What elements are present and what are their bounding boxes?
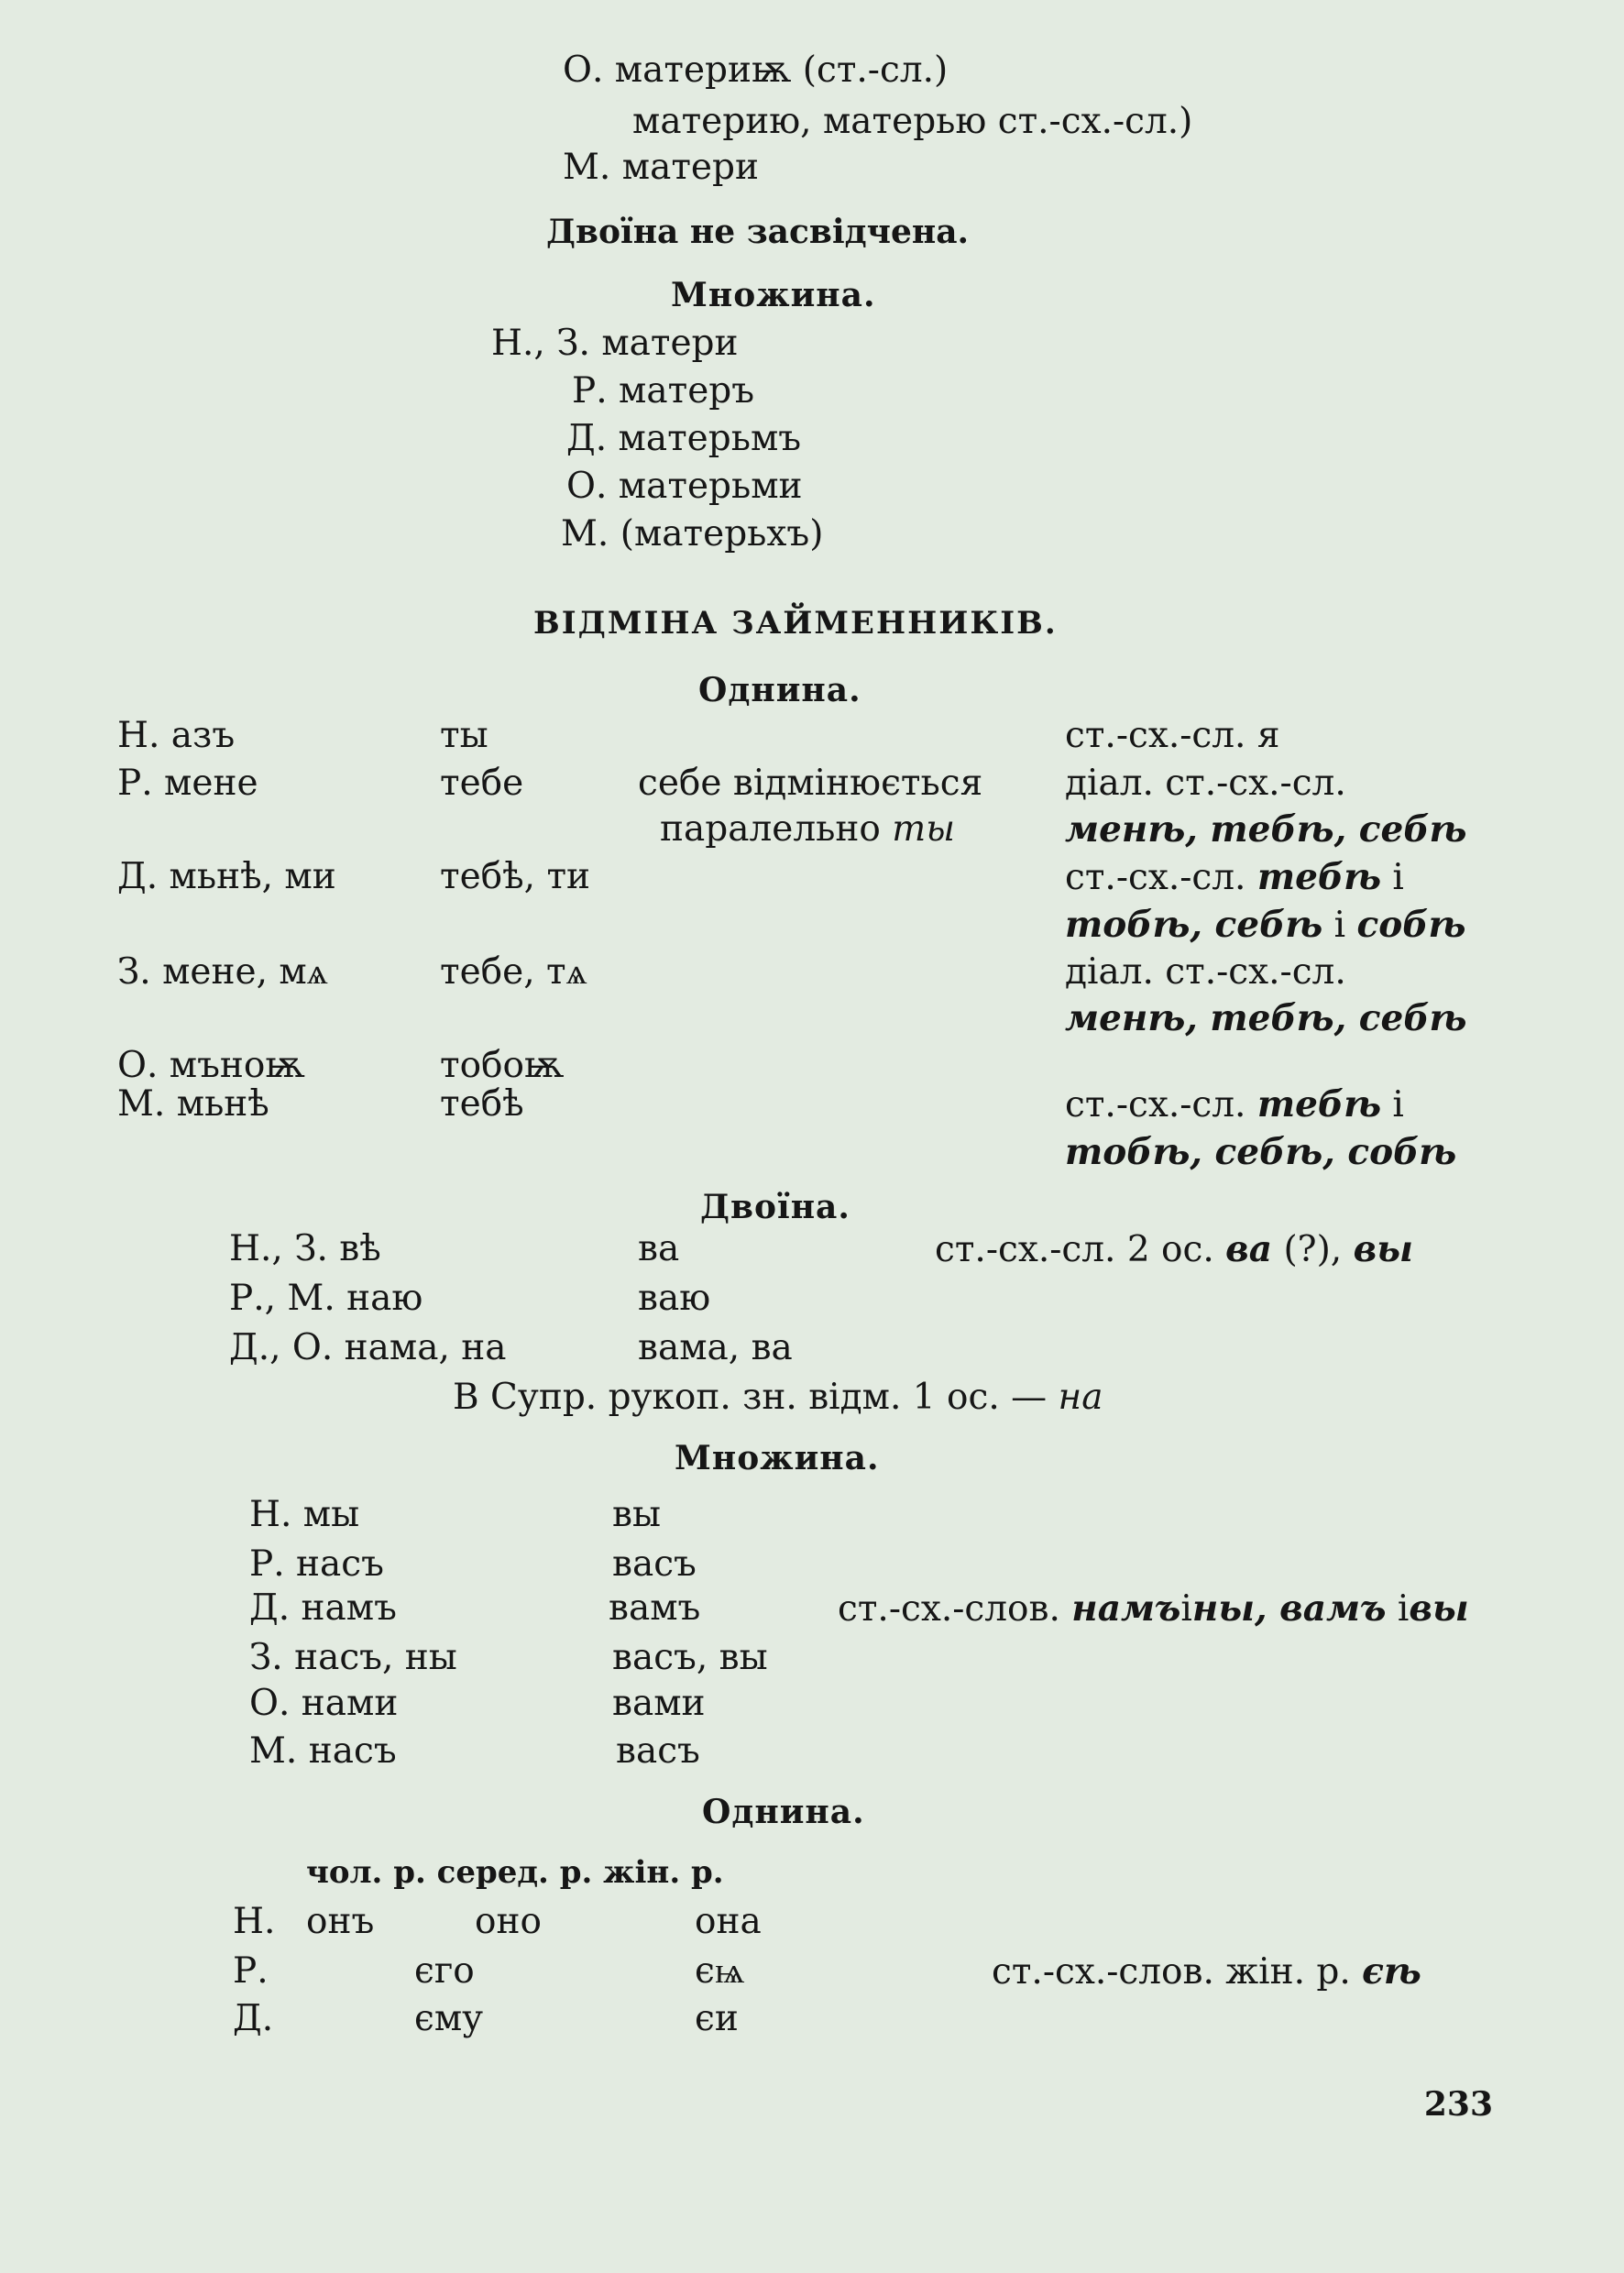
pron-d-2: тебѣ, ти [440,856,591,897]
pron-m-4: ст.-сх.-сл. тебѣ і [1065,1083,1404,1126]
plural2-row-4b: васъ, вы [612,1637,768,1678]
plural2-row-3c: ст.-сх.-слов. намъіны, вамъ івы [838,1587,1469,1630]
m-line: М. матери [563,147,759,188]
dual-heading: Двоїна. [700,1188,850,1226]
pron-m-2: тебѣ [440,1083,524,1125]
od3-row-3-c: єи [695,1998,739,2039]
pron-r-3: себе відмінюється [638,763,983,804]
pron-m-1: М. мьнѣ [117,1083,269,1125]
pron-o-1: О. мъноѭ [117,1045,305,1086]
pron-r-4b: менѣ, тебѣ, себѣ [1065,808,1467,851]
od3-row-1-a: онъ [306,1901,375,1942]
page-number: 233 [1423,2085,1493,2124]
plural2-row-5a: О. нами [249,1683,399,1724]
pron-r-4: діал. ст.-сх.-сл. [1065,763,1346,804]
plural2-row-4a: З. насъ, ны [249,1637,457,1678]
plural1-row-nz: Н., З. матери [491,323,739,364]
od3-row-2-b: єго [414,1950,475,1992]
pron-r-1: Р. мене [117,763,258,804]
plural2-row-2b: васъ [612,1543,697,1585]
dual-note-line: В Супр. рукоп. зн. відм. 1 ос. — на [453,1377,1103,1418]
plural2-row-2a: Р. насъ [249,1543,384,1585]
od3-row-1-c: она [695,1901,762,1942]
plural2-row-1a: Н. мы [249,1494,360,1535]
pron-r-2: тебе [440,763,524,804]
singular-heading-2: Однина. [702,1793,865,1831]
pron-o-2: тобоѭ [440,1045,565,1086]
singular-heading-1: Однина. [698,671,861,709]
plural2-row-6a: М. насъ [249,1730,397,1772]
o-line: О. материѭ (ст.-сл.) [563,49,949,91]
pron-n-4: ст.-сх.-сл. я [1065,715,1280,756]
pron-z-2: тебе, тѧ [440,951,587,993]
plural1-row-o: О. матерьми [566,466,803,507]
pron-n-2: ты [440,715,488,756]
pron-d-4: ст.-сх.-сл. тебѣ і [1065,856,1404,898]
od3-row-2-d: ст.-сх.-слов. жін. р. єѣ [992,1950,1421,1993]
plural2-row-1b: вы [612,1494,661,1535]
plural1-row-d: Д. матерьмъ [566,418,802,459]
plural2-row-5b: вами [612,1683,706,1724]
dual-row-3b: вама, ва [638,1327,793,1368]
dual-row-1a: Н., З. вѣ [229,1228,381,1269]
plural-heading-1: Множина. [671,276,876,314]
pron-z-4b: менѣ, тебѣ, себѣ [1065,997,1467,1039]
pron-z-4: діал. ст.-сх.-сл. [1065,951,1346,993]
od3-row-1-b: оно [475,1901,542,1942]
pron-d-1: Д. мьнѣ, ми [117,856,336,897]
o-line-2: материю, матерью ст.-сх.-сл.) [632,101,1193,142]
plural-heading-2: Множина. [675,1439,880,1477]
od3-row-3-b: єму [414,1998,484,2039]
od3-row-3-label: Д. [233,1998,274,2039]
pron-n-1: Н. азъ [117,715,236,756]
gender-columns: чол. р. серед. р. жін. р. [306,1854,724,1891]
plural2-row-3a: Д. намъ [249,1587,397,1629]
pron-r-3b: паралельно ты [660,808,955,850]
dual-row-1b: ва [638,1228,680,1269]
plural2-row-6b: васъ [616,1730,700,1772]
plural1-row-m: М. (матерьхъ) [561,513,824,555]
pron-m-4b: тобѣ, себѣ, собѣ [1065,1131,1457,1173]
dual-row-3a: Д., О. нама, на [229,1327,507,1368]
pron-z-1: З. мене, мѧ [117,951,328,993]
section-title: ВІДМІНА ЗАЙМЕННИКІВ. [533,605,1058,642]
od3-row-2-label: Р. [233,1950,269,1992]
od3-row-2-c: єѩ [695,1950,745,1992]
pron-d-4b: тобѣ, себѣ і собѣ [1065,904,1466,946]
dual-note: Двоїна не засвідчена. [546,213,970,251]
dual-row-2b: ваю [638,1278,711,1319]
dual-row-1c: ст.-сх.-сл. 2 ос. ва (?), вы [935,1228,1413,1270]
plural1-row-r: Р. матеръ [572,370,755,412]
od3-row-1-label: Н. [233,1901,276,1942]
dual-row-2a: Р., М. наю [229,1278,423,1319]
plural2-row-3b: вамъ [609,1587,701,1629]
